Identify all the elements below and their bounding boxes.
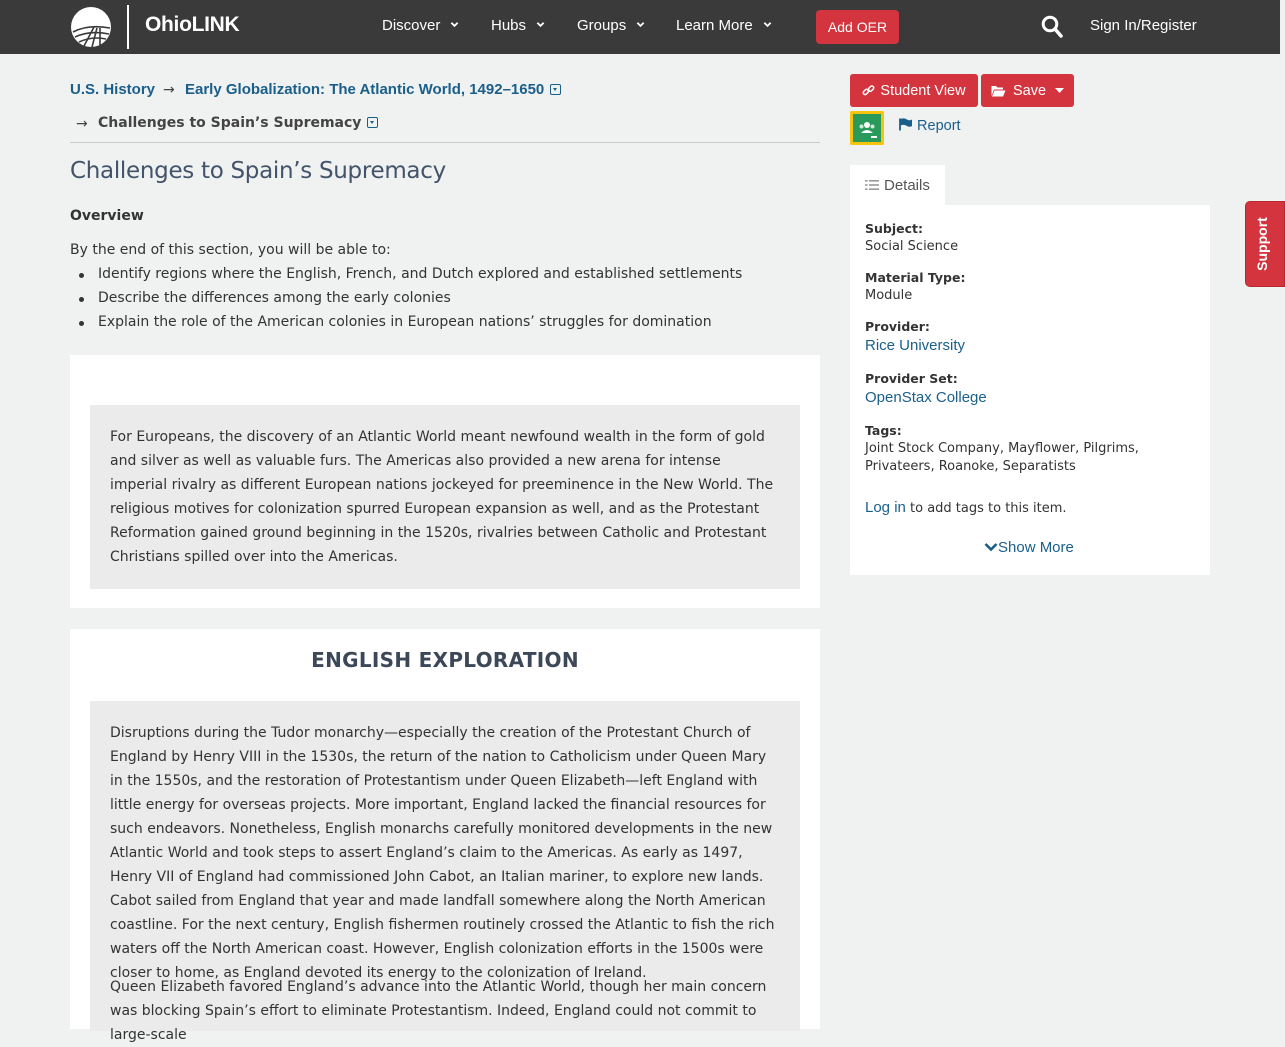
sign-in-register-link[interactable]: Sign In/Register — [1090, 17, 1197, 34]
login-rest-text: to add tags to this item. — [905, 501, 1067, 516]
ohiolink-logo-text[interactable]: OhioLINK — [145, 13, 240, 36]
google-classroom-share-button[interactable] — [850, 111, 884, 145]
breadcrumb-current — [98, 115, 378, 131]
support-tab-button[interactable] — [1245, 201, 1285, 287]
breadcrumb-current-label: Challenges to Spain’s Supremacy — [98, 115, 362, 131]
nav-groups[interactable] — [577, 17, 645, 34]
breadcrumb-separator: → — [163, 82, 175, 98]
logo-divider — [127, 5, 129, 49]
report-link[interactable] — [899, 118, 961, 134]
search-icon[interactable] — [1041, 15, 1063, 39]
section-paragraph: Queen Elizabeth favored England’s advance into the Atlantic World, though her main concern was blocking Spain’s effort to eliminate Protestantism. Indeed, England could not commit to large-scale — [110, 979, 767, 1043]
subject-value: Social Science — [865, 239, 959, 254]
breadcrumb-root-link[interactable]: U.S. History — [70, 81, 156, 98]
objective-item: Identify regions where the English, French, and Dutch explored and established settlements — [98, 266, 743, 282]
dropdown-square-icon[interactable] — [367, 117, 378, 128]
report-label: Report — [917, 118, 961, 134]
objectives-intro: By the end of this section, you will be able to: — [70, 242, 391, 258]
nav-hubs-label: Hubs — [491, 17, 527, 34]
nav-discover-label: Discover — [382, 17, 441, 34]
support-label: Support — [1254, 217, 1270, 271]
section-heading: ENGLISH EXPLORATION — [311, 648, 579, 672]
caret-down-icon — [1055, 88, 1064, 93]
chevron-down-icon — [763, 20, 772, 29]
details-tab-label: Details — [884, 177, 930, 194]
provider-set-link[interactable]: OpenStax College — [865, 389, 987, 406]
tags-label: Tags: — [865, 423, 902, 438]
page-title: Challenges to Spain’s Supremacy — [70, 158, 446, 184]
provider-set-label: Provider Set: — [865, 371, 958, 386]
tags-value: Joint Stock Company, Mayflower, Pilgrims, Privateers, Roanoke, Separatists — [865, 441, 1139, 474]
flag-icon — [899, 118, 913, 131]
save-label: Save — [1012, 82, 1047, 99]
nav-hubs[interactable] — [491, 17, 545, 34]
section-paragraph: Disruptions during the Tudor monarchy—especially the creation of the Protestant Church of England by Henry VIII in the 1530s, the return of the nation to Catholicism under Queen Mary in the 1550s, and the restoration of Protestantism under Queen Elizabeth—left England with little energy for overseas projects. More important, England lacked the financial resources for such endeavors. Nonetheless, English monarchs carefully monitored developments in the new Atlantic World and took steps to assert England’s claim to the Americas. As early as 1497, Henry VII of England had commissioned John Cabot, an Italian mariner, to explore new lands. Cabot sailed from England that year and made landfall somewhere along the North American coastline. For the next century, English fishermen routinely crossed the Atlantic to fish the rich waters off the North American coast. However, English colonization efforts in the 1500s were closer to home, as England devoted its energy to the colonization of Ireland. — [110, 725, 775, 981]
show-more-button[interactable] — [984, 539, 1074, 556]
dropdown-square-icon[interactable] — [550, 84, 561, 95]
ohiolink-globe-icon[interactable] — [70, 6, 112, 48]
breadcrumb-divider — [70, 142, 820, 143]
top-navbar — [0, 0, 1280, 54]
save-button[interactable] — [981, 74, 1074, 107]
breadcrumb-parent — [185, 81, 561, 98]
tab-details[interactable] — [850, 165, 945, 205]
subject-label: Subject: — [865, 221, 923, 236]
overview-heading: Overview — [70, 208, 144, 224]
nav-discover[interactable] — [382, 17, 459, 34]
breadcrumb-parent-link[interactable]: Early Globalization: The Atlantic World, 1492–1650 — [185, 81, 545, 98]
chevron-down-icon — [636, 20, 645, 29]
add-oer-button[interactable]: Add OER — [816, 10, 899, 44]
list-icon — [865, 179, 879, 191]
material-type-label: Material Type: — [865, 270, 966, 285]
nav-learn-more-label: Learn More — [676, 17, 753, 34]
student-view-button[interactable] — [850, 74, 978, 107]
student-view-label: Student View — [880, 82, 966, 99]
folder-open-icon — [991, 85, 1006, 97]
chevron-down-icon — [536, 20, 545, 29]
objective-item: Explain the role of the American colonies in European nations’ struggles for domination — [98, 314, 712, 330]
login-to-tag-line — [865, 497, 1067, 516]
chevron-down-icon — [450, 20, 459, 29]
nav-groups-label: Groups — [577, 17, 627, 34]
chevron-down-icon — [984, 542, 998, 552]
link-icon — [862, 84, 875, 97]
objective-item: Describe the differences among the early colonies — [98, 290, 451, 306]
google-classroom-icon — [853, 114, 881, 142]
nav-learn-more[interactable] — [676, 17, 772, 34]
material-type-value: Module — [865, 288, 913, 303]
intro-paragraph: For Europeans, the discovery of an Atlantic World meant newfound wealth in the form of gold and silver as well as valuable furs. The Americas also provided a new arena for intense imperial rivalry as different European nations jockeyed for preeminence in the New World. The religious motives for colonization spurred European expansion as well, and as the Protestant Reformation gained ground beginning in the 1520s, rivalries between Catholic and Protestant Christians spilled over into the Americas. — [110, 429, 774, 565]
log-in-link[interactable]: Log in — [865, 499, 906, 516]
provider-link[interactable]: Rice University — [865, 337, 966, 354]
provider-label: Provider: — [865, 319, 930, 334]
breadcrumb-separator: → — [76, 116, 88, 132]
show-more-label: Show More — [998, 539, 1074, 556]
